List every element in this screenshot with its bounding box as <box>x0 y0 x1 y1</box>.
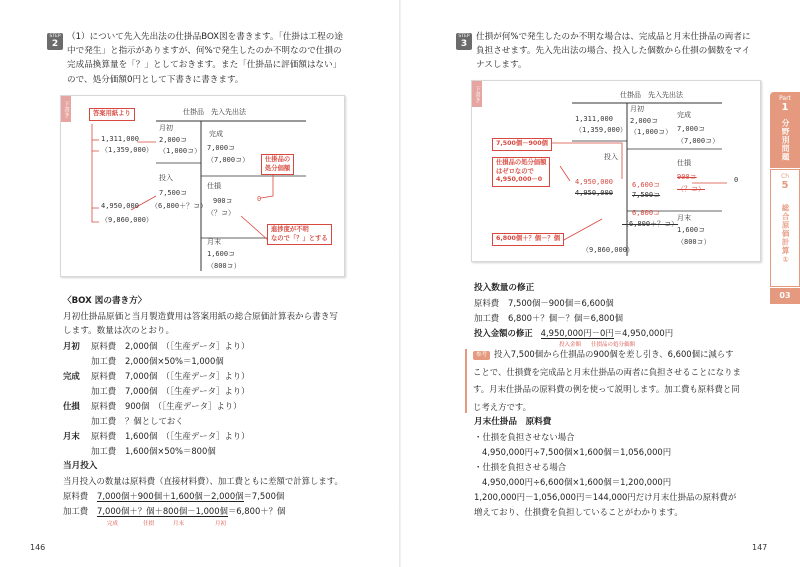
left-page <box>0 0 399 567</box>
section-tab: 03 <box>770 288 800 304</box>
reference-line: ことで、仕損費を完成品と月末仕掛品の両者に負担させることになりま <box>473 366 741 377</box>
ending-qty-1: 1,600コ <box>207 250 236 258</box>
opening-label: 月初 <box>630 105 644 113</box>
input-qty-1: 7,500コ <box>159 189 188 197</box>
draft-tag: 下書き <box>472 81 482 107</box>
calc-processing: 加工費 7,000個＋？個＋800個－1,000個＝6,800＋？個 <box>63 506 286 516</box>
calc-burden: 4,950,000円÷6,600個×1,600個＝1,200,000円 <box>482 477 672 487</box>
spoilage-qty-2: （？コ） <box>677 185 705 193</box>
revise-amount-row: 投入金額の修正 4,950,000円－0円＝4,950,000円 <box>474 328 674 338</box>
sublabel-input-amount: 投入金額 <box>559 342 582 348</box>
revise-qty-row: 加工費 6,800＋？個－？個＝6,800個 <box>474 313 623 323</box>
opening-label: 月初 <box>159 124 173 132</box>
opening-amount-2: （1,359,000） <box>101 146 153 154</box>
input-amount-2: （9,860,000） <box>101 216 153 224</box>
page-number-right: 147 <box>752 543 768 552</box>
spoilage-qty-1: 900コ <box>677 173 697 181</box>
intro-text: 仕損が何%で発生したのか不明な場合は、完成品と月末仕掛品の両者に 負担させます。先入先出法の場合、投入した個数から仕損の個数をマイ ナスします。 <box>476 32 751 71</box>
current-input-desc: 当月投入の数量は原料費（直接材料費）、加工費ともに差額で計算します。 <box>63 476 343 486</box>
part-tab: Part 1 分野別問題 <box>770 92 800 168</box>
bullet-no-burden: ・仕損を負担させない場合 <box>474 432 575 442</box>
qty-row: 加工費 1,600個×50%＝800個 <box>91 446 216 456</box>
progress-unknown-callout: 進捗度が不明 なので「？」とする <box>267 224 332 245</box>
revise-qty-row: 原料費 7,500個－900個＝6,600個 <box>474 298 614 308</box>
ending-qty-2: （800コ） <box>677 238 711 246</box>
ending-label: 月末 <box>677 214 691 222</box>
page-number-left: 146 <box>30 543 46 552</box>
opening-qty-2: （1,000コ） <box>159 147 202 155</box>
completed-qty-2: （7,000コ） <box>677 137 720 145</box>
qty-row: 加工費 2,000個×50%＝1,000個 <box>91 356 224 366</box>
opening-qty-1: 2,000コ <box>630 117 659 125</box>
chapter-tab: Ch 5 総合原価計算① <box>770 169 800 287</box>
sublabel-spoilage: 仕損 <box>143 521 155 527</box>
ending-qty-1: 1,600コ <box>677 226 706 234</box>
sublabel-completed: 完成 <box>107 521 119 527</box>
draft-note <box>60 95 345 277</box>
material-callout: 7,500個－900個 <box>492 138 552 151</box>
input-label: 投入 <box>159 174 173 182</box>
processing-amount: （9,860,000） <box>582 246 634 254</box>
completed-label: 完成 <box>677 111 691 119</box>
disposal-zero: 0 <box>257 195 262 203</box>
opening-qty-1: 2,000コ <box>159 136 188 144</box>
qty-row: 月初 原料費 2,000個 （［生産データ］より） <box>63 341 250 351</box>
completed-qty-1: 7,000コ <box>207 144 236 152</box>
current-input-title: 当月投入 <box>63 461 98 471</box>
reference-line: す。月末仕掛品の原料費の例を使って説明します。加工費も原料費と同 <box>473 384 740 395</box>
revise-qty-title: 投入数量の修正 <box>474 283 535 293</box>
calc-material: 原料費 7,000個＋900個＋1,600個－2,000個＝7,500個 <box>63 491 285 501</box>
disposal-zero: 0 <box>734 176 739 184</box>
disposal-callout: 仕損品の処分価額 はゼロなので 4,950,000－0 <box>492 157 550 187</box>
input-qty-original: 7,500コ <box>632 191 661 199</box>
completed-qty-1: 7,000コ <box>677 125 706 133</box>
conclusion-1: 1,200,000円－1,056,000円＝144,000円だけ月末仕掛品の原料費が <box>474 492 737 502</box>
completed-qty-2: （7,000コ） <box>207 156 250 164</box>
sublabel-disposal: 仕損品の処分価額 <box>591 342 636 348</box>
spoilage-qty-1: 900コ <box>213 197 233 205</box>
input-qty-2: （6,800＋？コ） <box>151 202 208 210</box>
intro-text: （1）について先入先出法の仕掛品BOX図を書きます。「仕掛は工程の途 中で発生」と指示がありますが、何%で発生したのか不明なので仕損の 完成品換算量を「？」としておきます。また「仕掛品に評価額はない」 ので、処分価額0円として下書きに書きます。 <box>67 32 343 85</box>
input-qty-revised: 6,600コ <box>632 181 661 189</box>
sublabel-opening: 月初 <box>215 521 227 527</box>
sublabel-ending: 月末 <box>173 521 185 527</box>
input-proc-revised: 6,800コ <box>632 209 661 217</box>
box-diagram-lines <box>61 96 346 278</box>
completed-label: 完成 <box>209 130 223 138</box>
qty-row: 加工費 ？個としておく <box>91 416 184 426</box>
step-badge: STEP 3 <box>456 33 472 50</box>
draft-tag: 下書き <box>61 96 71 122</box>
conclusion-2: 増えており、仕損費を負担していることがわかります。 <box>474 507 683 517</box>
spoilage-qty-2: （？コ） <box>207 209 235 217</box>
opening-amount-1: 1,311,000 <box>101 135 139 143</box>
ending-label: 月末 <box>207 238 221 246</box>
processing-callout: 6,800個＋？個－？個 <box>492 233 564 246</box>
step-badge: STEP 2 <box>47 33 63 50</box>
ending-qty-2: （800コ） <box>207 262 241 270</box>
from-answer-callout: 答案用紙より <box>89 108 135 121</box>
input-amount-original: 4,950,000 <box>575 189 613 197</box>
qty-row: 仕損 原料費 900個 （［生産データ］より） <box>63 401 242 411</box>
reference-block <box>473 348 761 414</box>
draft-note <box>471 80 761 262</box>
reference-line: 参考 投入7,500個から仕損品の900個を差し引き、6,600個に減らす <box>473 348 761 362</box>
spoilage-label: 仕損 <box>207 182 221 190</box>
input-amount-revised: 4,950,000 <box>575 178 613 186</box>
box-howto-title: 〈BOX 図の書き方〉 <box>63 296 147 306</box>
qty-row: 完成 原料費 7,000個 （［生産データ］より） <box>63 371 250 381</box>
box-howto-desc: 月初仕掛品原価と当月製造費用は答案用紙の総合原価計算表から書き写 します。数量は次のとおり。 <box>63 312 339 337</box>
spoilage-label: 仕損 <box>677 159 691 167</box>
input-label: 投入 <box>604 153 618 161</box>
qty-row: 月末 原料費 1,600個 （［生産データ］より） <box>63 431 250 441</box>
reference-tag: 参考 <box>473 351 490 360</box>
opening-amount-1: 1,311,000 <box>575 115 613 123</box>
disposal-value-callout: 仕掛品の 処分価額 <box>261 154 294 175</box>
draft-title: 仕掛品 先入先出法 <box>620 91 683 99</box>
qty-row: 加工費 7,000個 （［生産データ］より） <box>91 386 250 396</box>
opening-qty-2: （1,000コ） <box>630 128 673 136</box>
bullet-burden: ・仕損を負担させる場合 <box>474 462 567 472</box>
reference-line: じ考え方です。 <box>473 401 531 412</box>
input-amount-1: 4,950,000 <box>101 202 139 210</box>
opening-amount-2: （1,359,000） <box>575 126 627 134</box>
reference-bar <box>465 349 467 413</box>
ending-material-title: 月末仕掛品 原料費 <box>474 417 552 427</box>
calc-no-burden: 4,950,000円÷7,500個×1,600個＝1,056,000円 <box>482 447 672 457</box>
input-proc-original: （6,800＋？コ） <box>622 220 679 228</box>
draft-title: 仕掛品 先入先出法 <box>183 108 246 116</box>
